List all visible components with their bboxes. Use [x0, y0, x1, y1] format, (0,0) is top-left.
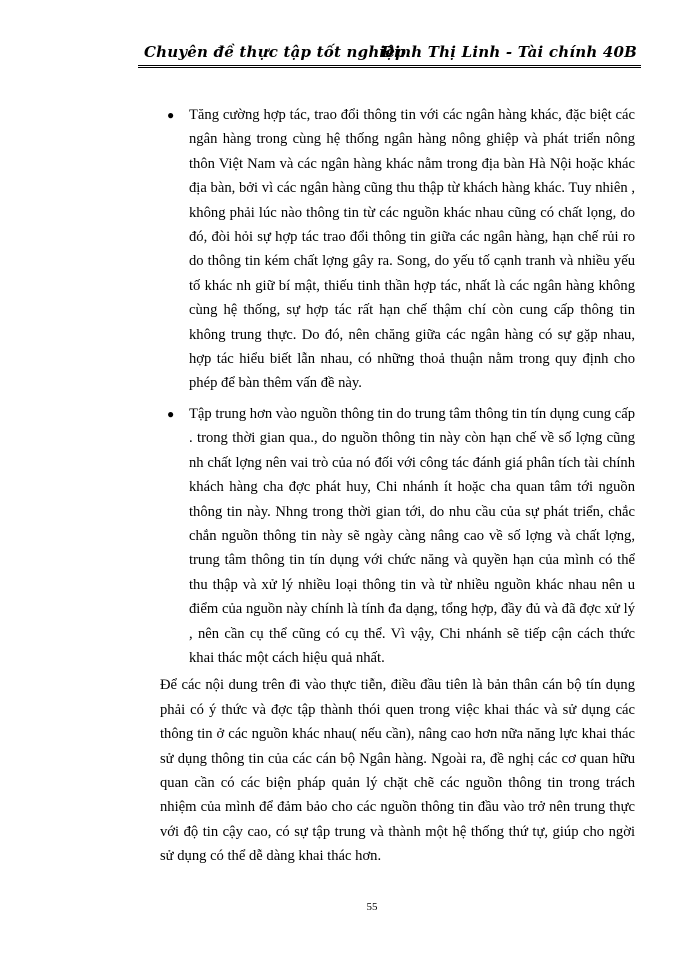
bullet-dot-icon: ● [167, 406, 175, 421]
header-document-title: Chuyên đề thực tập tốt nghiệp [144, 43, 406, 61]
header-author: Đinh Thị Linh - Tài chính 40B [380, 43, 637, 61]
bullet-text: Tăng cường hợp tác, trao đổi thông tin với các ngân hàng khác, đặc biệt các ngân hàng trong cùng hệ thống ngân hàng nông ghiệp và phát triển nông thôn Việt Nam và các ngân hàng khác nằm trong địa bàn Hà Nội hoặc khác địa bàn, bởi vì các ngân hàng cũng thu thập từ khách hàng khác. Tuy nhiên , không phải lúc nào thông tin từ các nguồn khác nhau cũng có chất lọng, do đó, đòi hỏi sự hợp tác trao đổi thông tin giữa các ngân hàng, hạn chế rủi ro do thông tin kém chất lợng gây ra. Song, do yếu tố cạnh tranh và nhiều yếu tố khác nh giữ bí mật, thiếu tinh thần hợp tác, nhất là các ngân hàng không cùng hệ thống, sự hợp tác rất hạn chế thậm chí còn cung cấp thông tin không trung thực. Do đó, nên chăng giữa các ngân hàng có sự gặp nhau, hợp tác hiểu biết lẫn nhau, có những thoả thuận nằm trong quy định cho phép để bàn thêm vấn đề này. [189, 107, 635, 392]
header-double-rule [138, 65, 641, 68]
page-header [138, 41, 641, 68]
page-number: 55 [366, 901, 378, 913]
bullet-item-cooperation [160, 103, 635, 396]
closing-paragraph: Để các nội dung trên đi vào thực tiễn, điều đầu tiên là bản thân cán bộ tín dụng phải có ý thức và đợc tập thành thói quen trong việc khai thác và sử dụng các thông tin ở các nguồn khác nhau( nếu cần), nâng cao hơn nữa năng lực khai thác sử dụng thông tin của các cán bộ Ngân hàng. Ngoài ra, đề nghị các cơ quan hữu quan cần có các biện pháp quản lý chặt chẽ các nguồn thông tin trong trách nhiệm của mình để đảm bảo cho các nguồn thông tin đầu vào trở nên trung thực với độ tin cậy cao, có sự tập trung và thành một hệ thống thứ tự, giúp cho ngời sử dụng có thể dễ dàng khai thác hơn. [160, 677, 635, 865]
bullet-item-credit-info-center [160, 402, 635, 670]
bullet-text: Tập trung hơn vào nguồn thông tin do trung tâm thông tin tín dụng cung cấp . trong thời gian qua., do nguồn thông tin này còn hạn chế về số lợng cũng nh chất lợng nên vai trò của nó đối với công tác đánh giá phân tích tài chính khách hàng cha đợc phát huy, Chi nhánh ít hoặc cha quan tâm tới nguồn thông tin này. Nhng trong thời gian tới, do nhu cầu của sự phát triển, chắc chắn nguồn thông tin này sẽ ngày càng nâng cao về số lợng và chất lợng, trung tâm thông tin tín dụng với chức năng và quyền hạn của mình có thể thu thập và xử lý nhiều loại thông tin và từ nhiều nguồn khác nhau nên u điểm của nguồn này chính là tính đa dạng, tổng hợp, đầy đủ và đã đợc xử lý , nên cần cụ thể cũng có cụ thể. Vì vậy, Chi nhánh sẽ tiếp cận cách thức khai thác một cách hiệu quả nhất. [189, 405, 635, 666]
page-body [160, 103, 635, 869]
bullet-dot-icon: ● [167, 108, 175, 122]
